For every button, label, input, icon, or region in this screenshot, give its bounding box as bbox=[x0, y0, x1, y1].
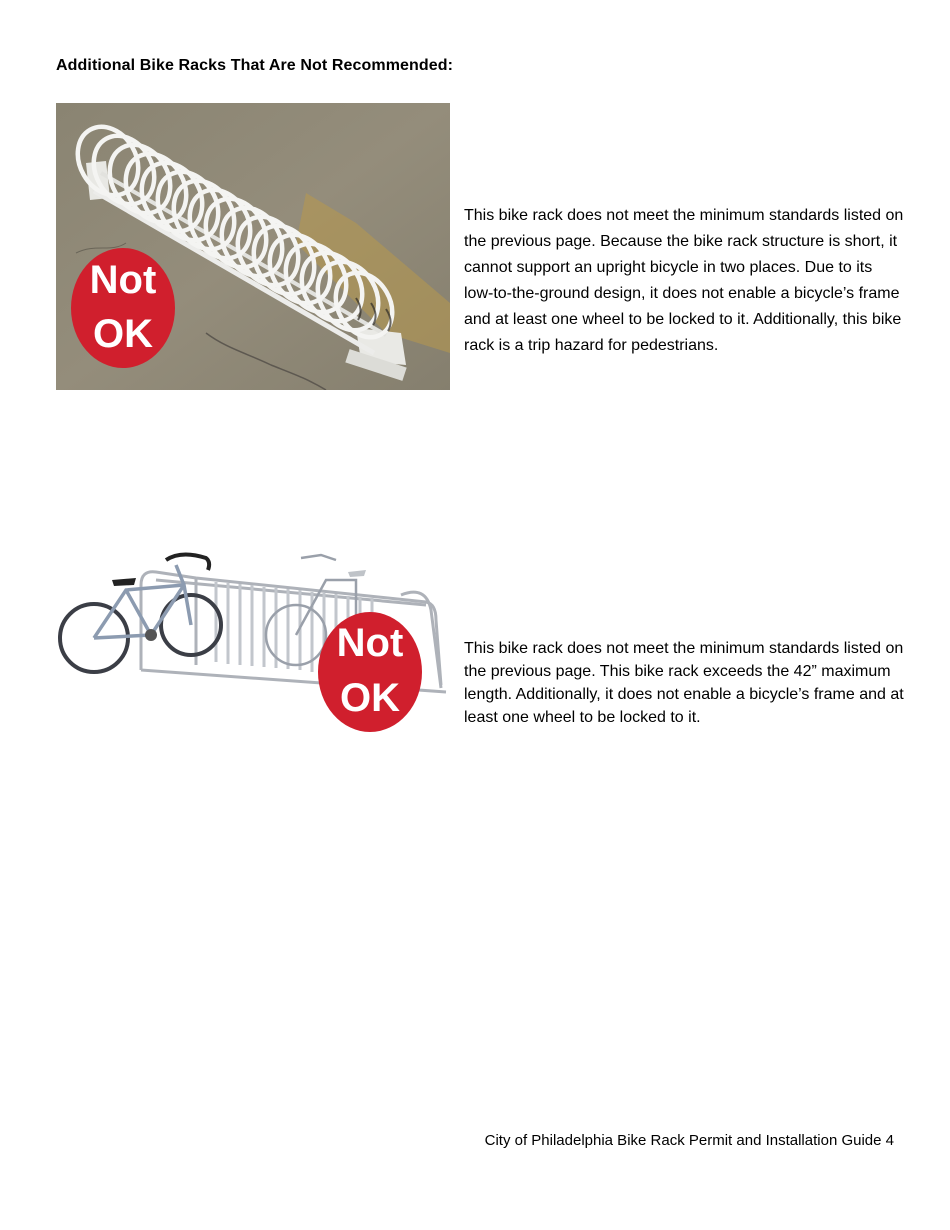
page-heading: Additional Bike Racks That Are Not Recommended: bbox=[56, 57, 454, 74]
page-footer: City of Philadelphia Bike Rack Permit and Installation Guide 4 bbox=[484, 1132, 894, 1149]
grid-rack-image bbox=[56, 540, 450, 735]
coil-rack-description: This bike rack does not meet the minimum standards listed on the previous page. Because the bike rack structure is short, it cannot support an upright bicycle in two places. Due to its low-to-the-ground design, it does not enable a bicycle’s frame and at least one wheel to be locked to it. Additionally, this bike rack is a trip hazard for pedestrians. bbox=[464, 207, 904, 354]
badge-text-ok: OK bbox=[340, 676, 400, 720]
grid-rack-photo bbox=[56, 540, 450, 735]
coil-rack-photo bbox=[56, 103, 450, 390]
badge-text-not: Not bbox=[89, 258, 157, 302]
grid-rack-description: This bike rack does not meet the minimum standards listed on the previous page. This bike rack exceeds the 42” maximum length. Additionally, it does not enable a bicycle’s frame and at least one wheel to be locked to it. bbox=[464, 640, 904, 726]
badge-text-not: Not bbox=[336, 621, 404, 665]
coil-rack-image bbox=[56, 103, 450, 390]
badge-text-ok: OK bbox=[93, 312, 153, 356]
